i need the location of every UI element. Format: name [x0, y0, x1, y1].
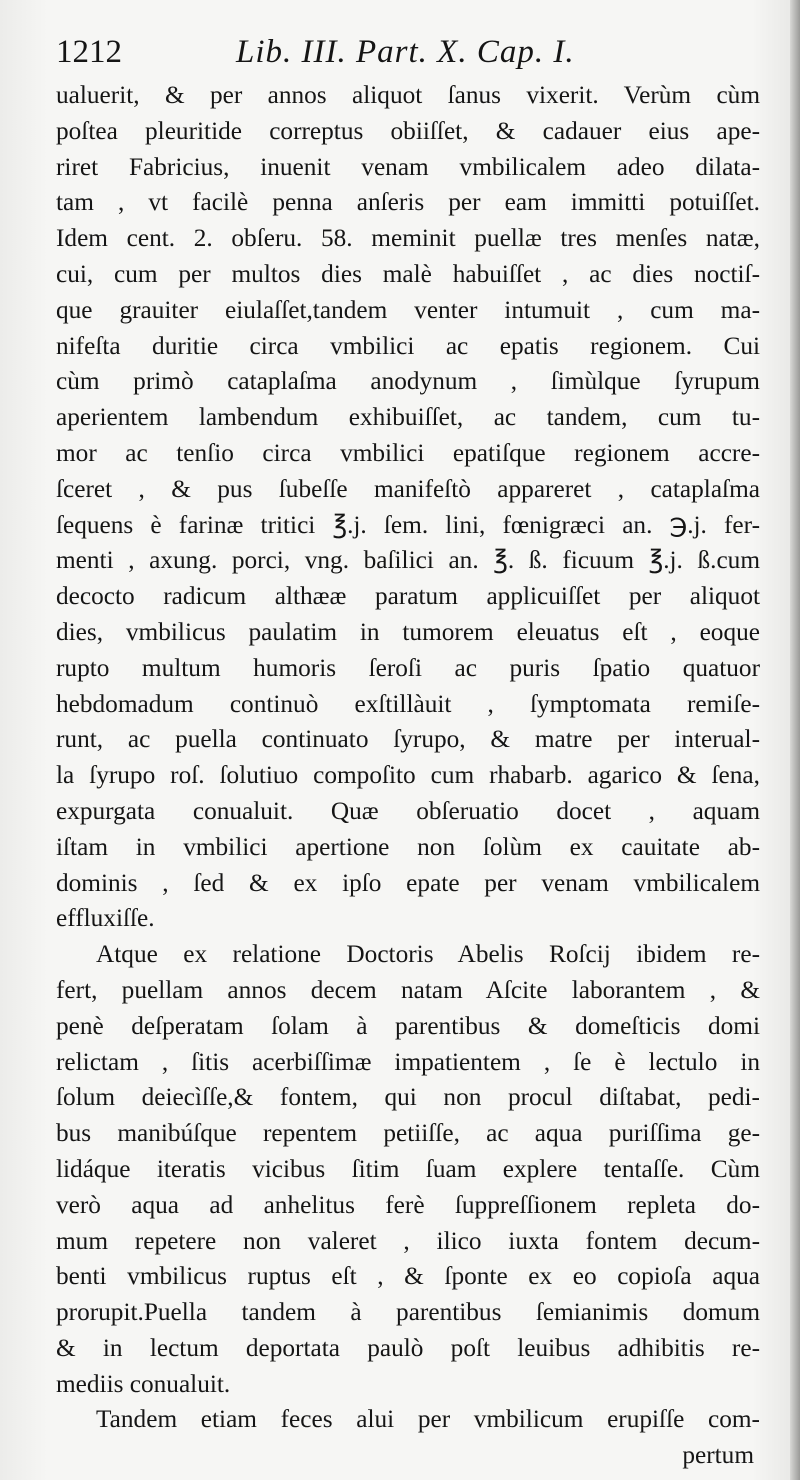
- page-number: 1212: [56, 34, 122, 70]
- text-line: & in lectum deportata paulò poſt leuibus adhibitis re-: [56, 1333, 760, 1362]
- text-line: runt, ac puella continuato ſyrupo, & matre per interual-: [56, 725, 760, 754]
- paragraph-start-line: Tandem etiam feces alui per vmbilicum erupiſſe com-: [96, 1405, 760, 1434]
- text-line: rupto multum humoris ſeroſi ac puris ſpatio quatuor: [56, 653, 760, 682]
- text-line: ſceret , & pus ſubeſſe manifeſtò appareret , cataplaſma: [56, 474, 760, 503]
- catchword: pertum: [682, 1441, 754, 1470]
- text-line: ualuerit, & per annos aliquot ſanus vixerit. Verùm cùm: [56, 81, 760, 109]
- text-line: hebdomadum continuò exſtillàuit , ſymptomata remiſe-: [56, 689, 760, 718]
- text-line: penè deſperatam ſolam à parentibus & domeſticis domi: [56, 1011, 760, 1040]
- text-line: tam , vt facilè penna anſeris per eam immitti potuiſſet.: [56, 188, 760, 217]
- text-line: prorupit.Puella tandem à parentibus ſemianimis domum: [56, 1298, 760, 1327]
- body-text: [56, 78, 760, 1474]
- text-line: la ſyrupo roſ. ſolutiuo compoſito cum rhabarb. agarico & ſena,: [56, 761, 760, 790]
- text-line: que grauiter eiulaſſet,tandem venter intumuit , cum ma-: [56, 295, 760, 324]
- text-line: expurgata conualuit. Quæ obſeruatio docet , aquam: [56, 796, 760, 825]
- text-line: iſtam in vmbilici apertione non ſolùm ex cauitate ab-: [56, 832, 760, 861]
- text-line: riret Fabricius, inuenit venam vmbilicalem adeo dilata-: [56, 152, 760, 181]
- text-line: benti vmbilicus ruptus eſt , & ſponte ex eo copioſa aqua: [56, 1262, 760, 1291]
- text-line: bus manibúſque repentem petiiſſe, ac aqua puriſſima ge-: [56, 1119, 760, 1148]
- running-head: [56, 30, 760, 78]
- text-line: mum repetere non valeret , ilico iuxta fontem decum-: [56, 1226, 760, 1255]
- text-line: decocto radicum althææ paratum applicuiſſet per aliquot: [56, 582, 760, 611]
- text-line: menti , axung. porci, vng. baſilici an. ℥. ß. ficuum ℥.j. ß.cum: [56, 546, 760, 575]
- paragraph-end-line: effluxiſſe.: [56, 904, 155, 933]
- text-line: cui, cum per multos dies malè habuiſſet , ac dies noctiſ-: [56, 259, 760, 288]
- text-line: fert, puellam annos decem natam Aſcite laborantem , &: [56, 975, 760, 1004]
- text-line: mor ac tenſio circa vmbilici epatiſque regionem accre-: [56, 438, 760, 467]
- page-spine-shadow: [790, 0, 800, 1480]
- chapter-heading: Lib. III. Part. X. Cap. I.: [236, 34, 575, 70]
- text-line: nifeſta duritie circa vmbilici ac epatis regionem. Cui: [56, 331, 760, 360]
- paragraph-start-line: Atque ex relatione Doctoris Abelis Roſcij ibidem re-: [96, 940, 760, 969]
- text-line: Idem cent. 2. obſeru. 58. meminit puellæ tres menſes natæ,: [56, 224, 760, 253]
- text-line: poſtea pleuritide correptus obiiſſet, & cadauer eius ape-: [56, 116, 760, 145]
- text-line: aperientem lambendum exhibuiſſet, ac tandem, cum tu-: [56, 403, 760, 432]
- text-line: relictam , ſitis acerbiſſimæ impatientem , ſe è lectulo in: [56, 1047, 760, 1076]
- text-line: cùm primò cataplaſma anodynum , ſimùlque ſyrupum: [56, 367, 760, 396]
- text-line: dominis , ſed & ex ipſo epate per venam vmbilicalem: [56, 868, 760, 897]
- text-line: ſolum deiecìſſe,& fontem, qui non procul diſtabat, pedi-: [56, 1083, 760, 1112]
- text-line: verò aqua ad anhelitus ferè ſuppreſſionem repleta do-: [56, 1190, 760, 1219]
- text-line: ſequens è farinæ tritici ℥.j. ſem. lini, fœnigræci an. ℈.j. fer-: [56, 510, 760, 539]
- text-line: dies, vmbilicus paulatim in tumorem eleuatus eſt , eoque: [56, 617, 760, 646]
- text-line: lidáque iteratis vicibus ſitim ſuam explere tentaſſe. Cùm: [56, 1154, 760, 1183]
- paragraph-end-line: mediis conualuit.: [56, 1369, 231, 1398]
